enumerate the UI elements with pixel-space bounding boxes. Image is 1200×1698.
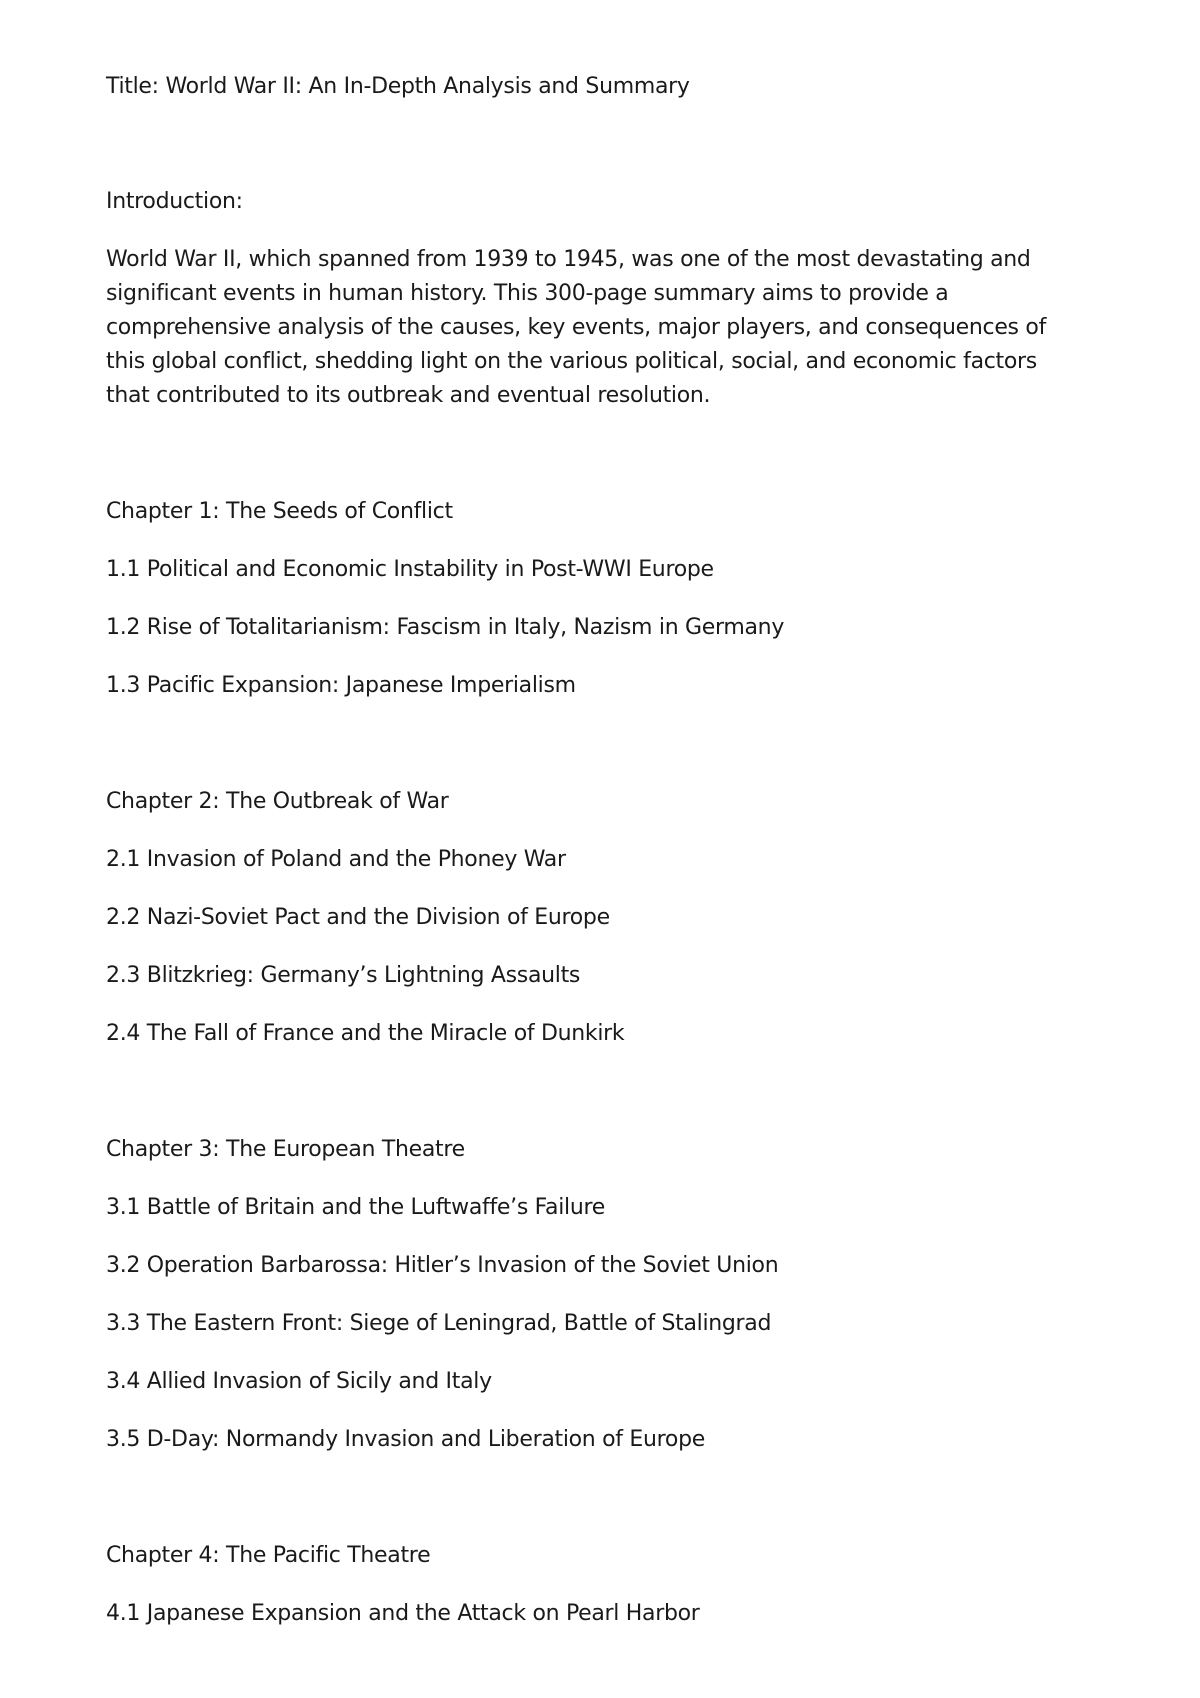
section-item: 2.3 Blitzkrieg: Germany’s Lightning Assaults (106, 963, 581, 988)
section-item: 1.2 Rise of Totalitarianism: Fascism in Italy, Nazism in Germany (106, 615, 785, 640)
section-item: 2.1 Invasion of Poland and the Phoney War (106, 847, 566, 872)
introduction-line: comprehensive analysis of the causes, key events, major players, and consequences of (106, 315, 1047, 340)
section-item: 3.1 Battle of Britain and the Luftwaffe’s Failure (106, 1195, 605, 1220)
introduction-line: World War II, which spanned from 1939 to 1945, was one of the most devastating and (106, 247, 1031, 272)
introduction-line: this global conflict, shedding light on the various political, social, and economic factors (106, 349, 1037, 374)
section-item: 3.5 D-Day: Normandy Invasion and Liberation of Europe (106, 1427, 705, 1452)
chapter-heading: Chapter 2: The Outbreak of War (106, 789, 449, 814)
section-item: 2.2 Nazi-Soviet Pact and the Division of Europe (106, 905, 610, 930)
section-item: 2.4 The Fall of France and the Miracle of Dunkirk (106, 1021, 625, 1046)
section-item: 3.4 Allied Invasion of Sicily and Italy (106, 1369, 492, 1394)
introduction-heading: Introduction: (106, 189, 243, 214)
section-item: 4.1 Japanese Expansion and the Attack on Pearl Harbor (106, 1601, 700, 1626)
section-item: 3.3 The Eastern Front: Siege of Leningrad, Battle of Stalingrad (106, 1311, 772, 1336)
introduction-body (106, 243, 1116, 413)
introduction-line: that contributed to its outbreak and eventual resolution. (106, 383, 711, 408)
section-item: 3.2 Operation Barbarossa: Hitler’s Invasion of the Soviet Union (106, 1253, 779, 1278)
chapter-heading: Chapter 1: The Seeds of Conflict (106, 499, 453, 524)
section-item: 1.3 Pacific Expansion: Japanese Imperialism (106, 673, 576, 698)
chapter-2 (106, 785, 1116, 1051)
chapter-1 (106, 495, 1116, 703)
section-item: 1.1 Political and Economic Instability in Post-WWI Europe (106, 557, 714, 582)
chapter-3 (106, 1133, 1116, 1457)
introduction-line: significant events in human history. This 300-page summary aims to provide a (106, 281, 949, 306)
document-title: Title: World War II: An In-Depth Analysis and Summary (106, 74, 690, 99)
chapter-heading: Chapter 3: The European Theatre (106, 1137, 465, 1162)
chapter-4 (106, 1539, 1116, 1631)
chapter-heading: Chapter 4: The Pacific Theatre (106, 1543, 431, 1568)
document-page (106, 70, 1116, 1655)
